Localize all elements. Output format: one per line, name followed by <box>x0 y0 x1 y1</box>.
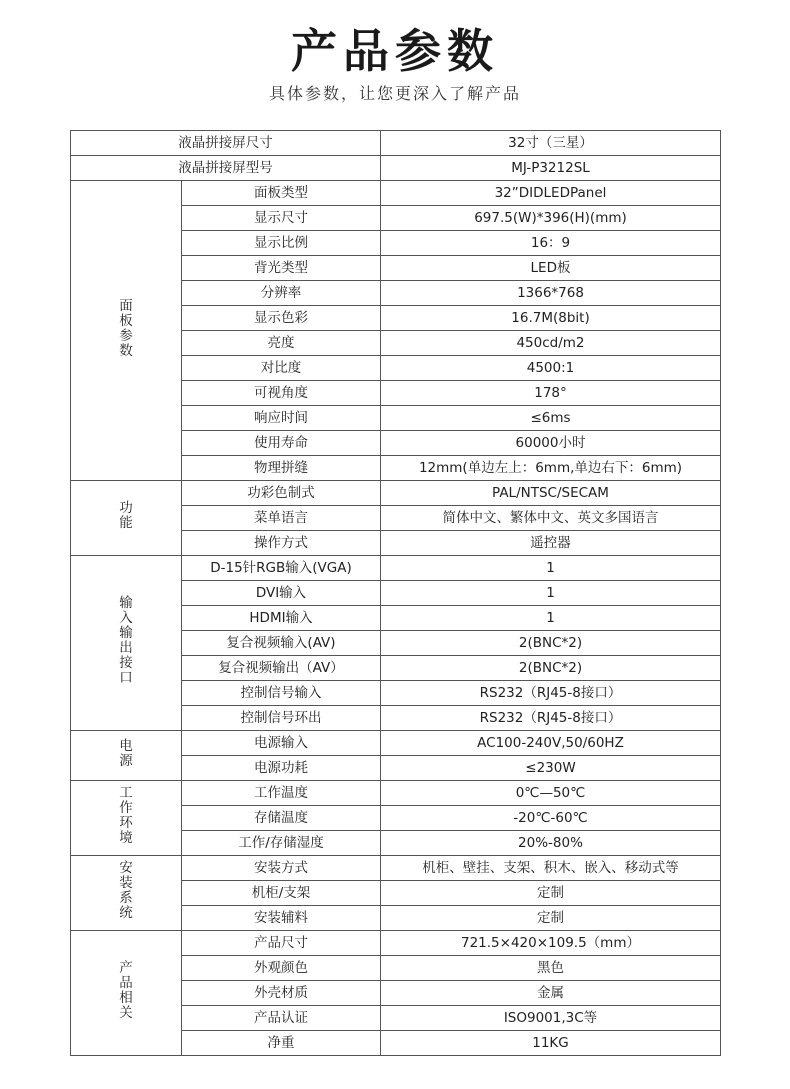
group-label <box>71 481 182 556</box>
table-row <box>71 856 721 881</box>
spec-value: ≤230W <box>381 756 721 781</box>
spec-label: 控制信号输入 <box>182 681 381 706</box>
table-row <box>71 181 721 206</box>
spec-label: 菜单语言 <box>182 506 381 531</box>
spec-label: 对比度 <box>182 356 381 381</box>
spec-value: 定制 <box>381 881 721 906</box>
spec-label: 功彩色制式 <box>182 481 381 506</box>
spec-value: LED板 <box>381 256 721 281</box>
spec-value: 1366*768 <box>381 281 721 306</box>
spec-value: 遥控器 <box>381 531 721 556</box>
spec-value: 450cd/m2 <box>381 331 721 356</box>
spec-label: 响应时间 <box>182 406 381 431</box>
spec-label: 复合视频输入(AV) <box>182 631 381 656</box>
group-label <box>71 931 182 1056</box>
spec-value: 721.5×420×109.5（mm） <box>381 931 721 956</box>
group-label-text: 产品相关 <box>119 960 133 1021</box>
table-row <box>71 931 721 956</box>
spec-value: 697.5(W)*396(H)(mm) <box>381 206 721 231</box>
spec-label: 分辨率 <box>182 281 381 306</box>
spec-table <box>70 130 721 1056</box>
spec-label: 物理拼缝 <box>182 456 381 481</box>
spec-value: -20℃-60℃ <box>381 806 721 831</box>
spec-label: 电源功耗 <box>182 756 381 781</box>
spec-value: RS232（RJ45-8接口） <box>381 706 721 731</box>
spec-value: 178° <box>381 381 721 406</box>
spec-label: 产品尺寸 <box>182 931 381 956</box>
spec-value: 0℃—50℃ <box>381 781 721 806</box>
group-label-text: 面板参数 <box>119 297 133 359</box>
group-label <box>71 781 182 856</box>
spec-label: 电源输入 <box>182 731 381 756</box>
spec-value: 1 <box>381 606 721 631</box>
spec-value: 32”DIDLEDPanel <box>381 181 721 206</box>
group-label-text: 输入输出接口 <box>119 595 133 686</box>
table-row <box>71 731 721 756</box>
spec-label: 可视角度 <box>182 381 381 406</box>
spec-label: 背光类型 <box>182 256 381 281</box>
spec-value: 60000小时 <box>381 431 721 456</box>
spec-label: 工作/存储湿度 <box>182 831 381 856</box>
spec-label: 复合视频输出（AV） <box>182 656 381 681</box>
spec-value: 黑色 <box>381 956 721 981</box>
group-label-text: 工作环境 <box>119 785 133 846</box>
spec-value: 1 <box>381 556 721 581</box>
spec-label: 使用寿命 <box>182 431 381 456</box>
spec-label: 面板类型 <box>182 181 381 206</box>
spec-value: 机柜、壁挂、支架、积木、嵌入、移动式等 <box>381 856 721 881</box>
spec-value: 20%-80% <box>381 831 721 856</box>
group-label <box>71 731 182 781</box>
spec-label: 外壳材质 <box>182 981 381 1006</box>
spec-label: 安装方式 <box>182 856 381 881</box>
table-row <box>71 481 721 506</box>
spec-value: PAL/NTSC/SECAM <box>381 481 721 506</box>
spec-value: 16：9 <box>381 231 721 256</box>
group-label-text: 功能 <box>119 500 133 531</box>
spec-label: 控制信号环出 <box>182 706 381 731</box>
spec-label: 外观颜色 <box>182 956 381 981</box>
spec-value: 11KG <box>381 1031 721 1056</box>
table-row <box>71 156 721 181</box>
group-label <box>71 556 182 731</box>
table-row <box>71 131 721 156</box>
spec-value: AC100-240V,50/60HZ <box>381 731 721 756</box>
spec-value: 16.7M(8bit) <box>381 306 721 331</box>
spec-label: 净重 <box>182 1031 381 1056</box>
table-row <box>71 781 721 806</box>
group-label-text: 安装系统 <box>119 860 133 921</box>
spec-value: RS232（RJ45-8接口） <box>381 681 721 706</box>
spec-value: 简体中文、繁体中文、英文多国语言 <box>381 506 721 531</box>
page-title: 产品参数 <box>291 24 499 78</box>
spec-label: D-15针RGB输入(VGA) <box>182 556 381 581</box>
spec-label: 显示尺寸 <box>182 206 381 231</box>
spec-value: 金属 <box>381 981 721 1006</box>
spec-label: 显示色彩 <box>182 306 381 331</box>
spec-value: MJ-P3212SL <box>381 156 721 181</box>
spec-value: ≤6ms <box>381 406 721 431</box>
spec-label: 操作方式 <box>182 531 381 556</box>
group-label-text: 电源 <box>119 737 133 769</box>
spec-label: 亮度 <box>182 331 381 356</box>
spec-table-body <box>71 131 721 1056</box>
spec-label: 产品认证 <box>182 1006 381 1031</box>
spec-label: 机柜/支架 <box>182 881 381 906</box>
spec-value: 2(BNC*2) <box>381 656 721 681</box>
spec-label: 存储温度 <box>182 806 381 831</box>
spec-value: ISO9001,3C等 <box>381 1006 721 1031</box>
group-label <box>71 856 182 931</box>
spec-label: 显示比例 <box>182 231 381 256</box>
spec-value: 定制 <box>381 906 721 931</box>
group-label <box>71 181 182 481</box>
table-row <box>71 556 721 581</box>
page-subtitle: 具体参数，让您更深入了解产品 <box>268 84 521 103</box>
spec-value: 12mm(单边左上：6mm,单边右下：6mm) <box>381 456 721 481</box>
spec-label: DVI输入 <box>182 581 381 606</box>
spec-value: 4500:1 <box>381 356 721 381</box>
spec-label: 液晶拼接屏型号 <box>71 156 381 181</box>
spec-label: 液晶拼接屏尺寸 <box>71 131 381 156</box>
spec-label: 安装辅料 <box>182 906 381 931</box>
spec-value: 1 <box>381 581 721 606</box>
spec-label: HDMI输入 <box>182 606 381 631</box>
spec-value: 2(BNC*2) <box>381 631 721 656</box>
spec-label: 工作温度 <box>182 781 381 806</box>
spec-value: 32寸（三星） <box>381 131 721 156</box>
